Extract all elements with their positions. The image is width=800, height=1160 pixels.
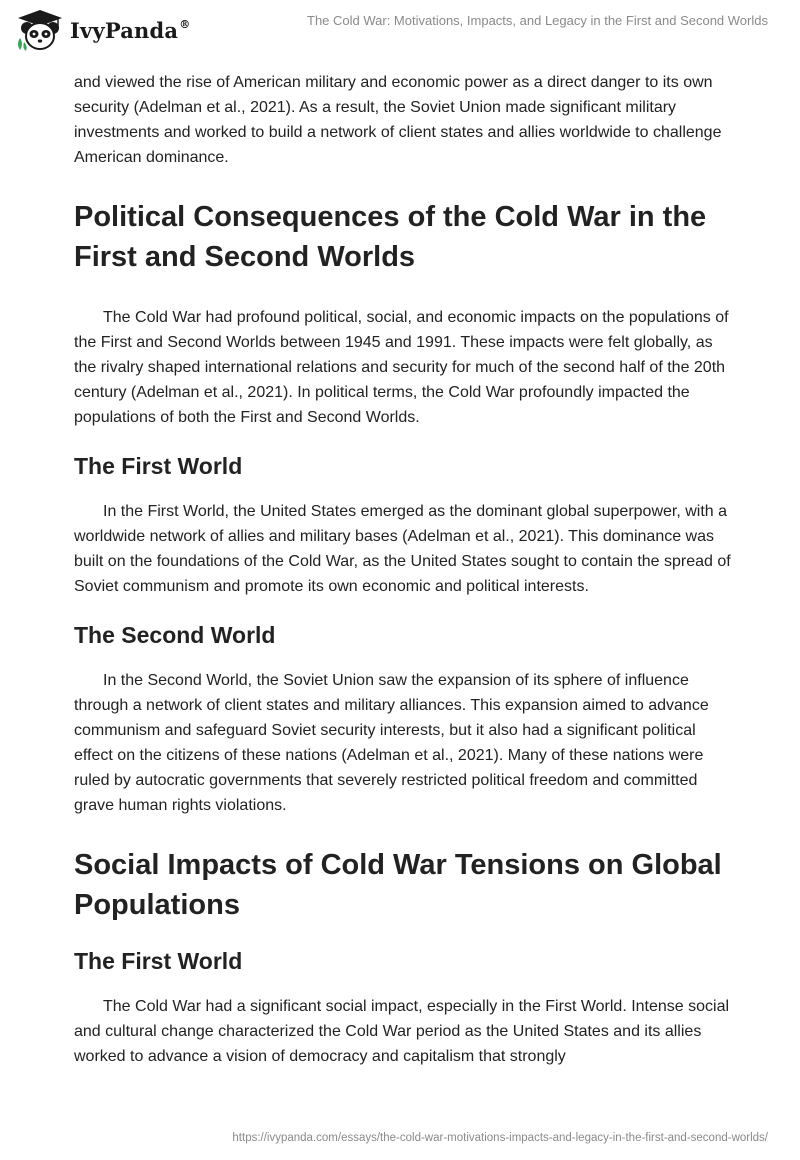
second-world-paragraph: In the Second World, the Soviet Union saw the expansion of its sphere of influence through a network of client states and military alliances. This expansion aimed to advance communism and safeguard Soviet security interests, but it also had a significant political effect on the citizens of these nations (Adelman et al., 2021). Many of these nations were ruled by autocratic governments that severely restricted political freedom and committed grave human rights violations. xyxy=(74,672,709,814)
subheading-first-world-social: The First World xyxy=(74,948,243,974)
source-url[interactable]: https://ivypanda.com/essays/the-cold-war-motivations-impacts-and-legacy-in-the-first-and-second-worlds/ xyxy=(232,1132,768,1144)
subheading-first-world: The First World xyxy=(74,453,243,479)
section-heading-social: Social Impacts of Cold War Tensions on Global Populations xyxy=(74,849,722,921)
intro-paragraph: and viewed the rise of American military and economic power as a direct danger to its own security (Adelman et al., 2021). As a result, the Soviet Union made significant military investments and worked to build a network of client states and allies worldwide to challenge American dominance. xyxy=(74,74,722,166)
panda-graduate-icon xyxy=(14,8,66,52)
social-first-world-paragraph: The Cold War had a significant social impact, especially in the First World. Intense social and cultural change characterized the Cold War period as the United States and its allies worked to advance a vision of democracy and capitalism that strongly xyxy=(74,998,730,1065)
page-header xyxy=(0,0,800,60)
first-world-paragraph: In the First World, the United States emerged as the dominant global superpower, with a worldwide network of allies and military bases (Adelman et al., 2021). This dominance was built on the foundations of the Cold War, as the United States sought to contain the spread of Soviet communism and promote its own economic and political interests. xyxy=(74,503,731,595)
logo-text: IvyPanda® xyxy=(70,17,191,43)
ivypanda-logo[interactable] xyxy=(14,8,190,52)
political-paragraph: The Cold War had profound political, social, and economic impacts on the populations of the First and Second Worlds between 1945 and 1991. These impacts were felt globally, as the rivalry shaped international relations and security for much of the second half of the 20th century (Adelman et al., 2021). In political terms, the Cold War profoundly impacted the populations of both the First and Second Worlds. xyxy=(74,309,729,426)
document-title: The Cold War: Motivations, Impacts, and Legacy in the First and Second Worlds xyxy=(307,13,768,28)
subheading-second-world: The Second World xyxy=(74,622,276,648)
section-heading-political: Political Consequences of the Cold War in the First and Second Worlds xyxy=(74,201,707,273)
essay-content xyxy=(74,70,734,1069)
